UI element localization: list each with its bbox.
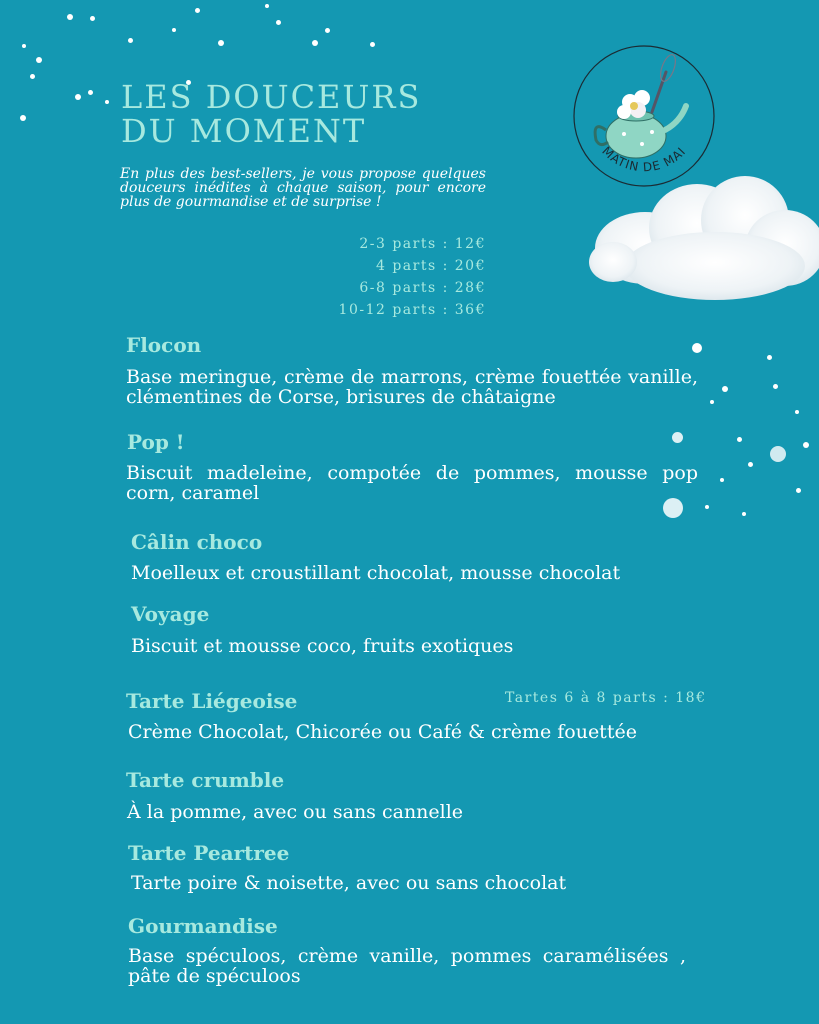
whisk-icon — [652, 53, 678, 112]
item-desc-tarte-crumble: À la pomme, avec ou sans cannelle — [127, 801, 464, 823]
sparkle-dot — [276, 20, 281, 25]
item-name-voyage: Voyage — [131, 602, 210, 626]
sparkle-dot — [67, 14, 73, 20]
cloud-decoration — [585, 170, 819, 310]
sparkle-dot — [172, 28, 176, 32]
logo — [572, 44, 716, 188]
price-line: 6-8 parts : 28€ — [359, 280, 486, 296]
item-name-tarte-liegeoise: Tarte Liégeoise — [126, 689, 298, 713]
sparkle-dot — [90, 16, 95, 21]
sparkle-dot — [720, 478, 724, 482]
title-line-2: DU MOMENT — [121, 112, 367, 150]
item-name-calin-choco: Câlin choco — [131, 530, 263, 554]
price-line: 2-3 parts : 12€ — [359, 236, 486, 252]
intro-text: En plus des best-sellers, je vous propose quelques douceurs inédites à chaque saison, pour encore plus de gourmandise et de surprise ! — [120, 166, 486, 210]
sparkle-dot — [218, 40, 224, 46]
item-desc-voyage: Biscuit et mousse coco, fruits exotiques — [131, 635, 514, 657]
tart-price: Tartes 6 à 8 parts : 18€ — [505, 690, 707, 706]
sparkle-dot — [795, 410, 799, 414]
item-desc-gourmandise: Base spéculoos, crème vanille, pommes caramélisées , pâte de spéculoos — [128, 945, 686, 987]
item-desc-pop: Biscuit madeleine, compotée de pommes, mousse pop corn, caramel — [126, 462, 698, 504]
item-name-gourmandise: Gourmandise — [128, 914, 278, 938]
item-desc-calin-choco: Moelleux et croustillant chocolat, mousse chocolat — [131, 562, 621, 584]
item-desc-tarte-peartree: Tarte poire & noisette, avec ou sans chocolat — [131, 872, 567, 894]
sparkle-dot — [36, 57, 42, 63]
sparkle-dot — [105, 100, 109, 104]
sparkle-dot — [75, 94, 81, 100]
item-name-tarte-crumble: Tarte crumble — [126, 768, 285, 792]
item-name-pop: Pop ! — [127, 430, 185, 454]
item-desc-flocon: Base meringue, crème de marrons, crème fouettée vanille, clémentines de Corse, brisures de châtaigne — [126, 366, 698, 408]
sparkle-dot — [20, 115, 26, 121]
sparkle-dot — [265, 4, 269, 8]
sparkle-dot — [773, 384, 778, 389]
page-title — [121, 80, 421, 148]
logo-text: MATIN DE MAI — [599, 143, 689, 175]
item-name-tarte-peartree: Tarte Peartree — [128, 841, 290, 865]
sparkle-dot — [742, 512, 746, 516]
sparkle-dot — [312, 40, 318, 46]
sparkle-dot — [30, 74, 35, 79]
price-list — [260, 233, 486, 321]
title-line-1: LES DOUCEURS — [121, 78, 422, 116]
sparkle-dot — [767, 355, 772, 360]
sparkle-dot — [705, 505, 709, 509]
sparkle-dot — [692, 343, 702, 353]
item-desc-tarte-liegeoise: Crème Chocolat, Chicorée ou Café & crème fouettée — [128, 721, 637, 743]
sparkle-dot — [796, 488, 801, 493]
sparkle-dot — [22, 44, 26, 48]
sparkle-dot — [88, 90, 93, 95]
item-name-flocon: Flocon — [126, 333, 202, 357]
sparkle-dot — [128, 38, 133, 43]
sparkle-dot — [672, 432, 683, 443]
sparkle-dot — [325, 28, 330, 33]
sparkle-dot — [770, 446, 786, 462]
sparkle-dot — [737, 437, 742, 442]
sparkle-dot — [195, 8, 200, 13]
sparkle-dot — [710, 400, 714, 404]
price-line: 10-12 parts : 36€ — [338, 302, 486, 318]
price-line: 4 parts : 20€ — [375, 258, 486, 274]
sparkle-dot — [722, 386, 728, 392]
sparkle-dot — [803, 442, 809, 448]
sparkle-dot — [748, 462, 753, 467]
sparkle-dot — [370, 42, 375, 47]
